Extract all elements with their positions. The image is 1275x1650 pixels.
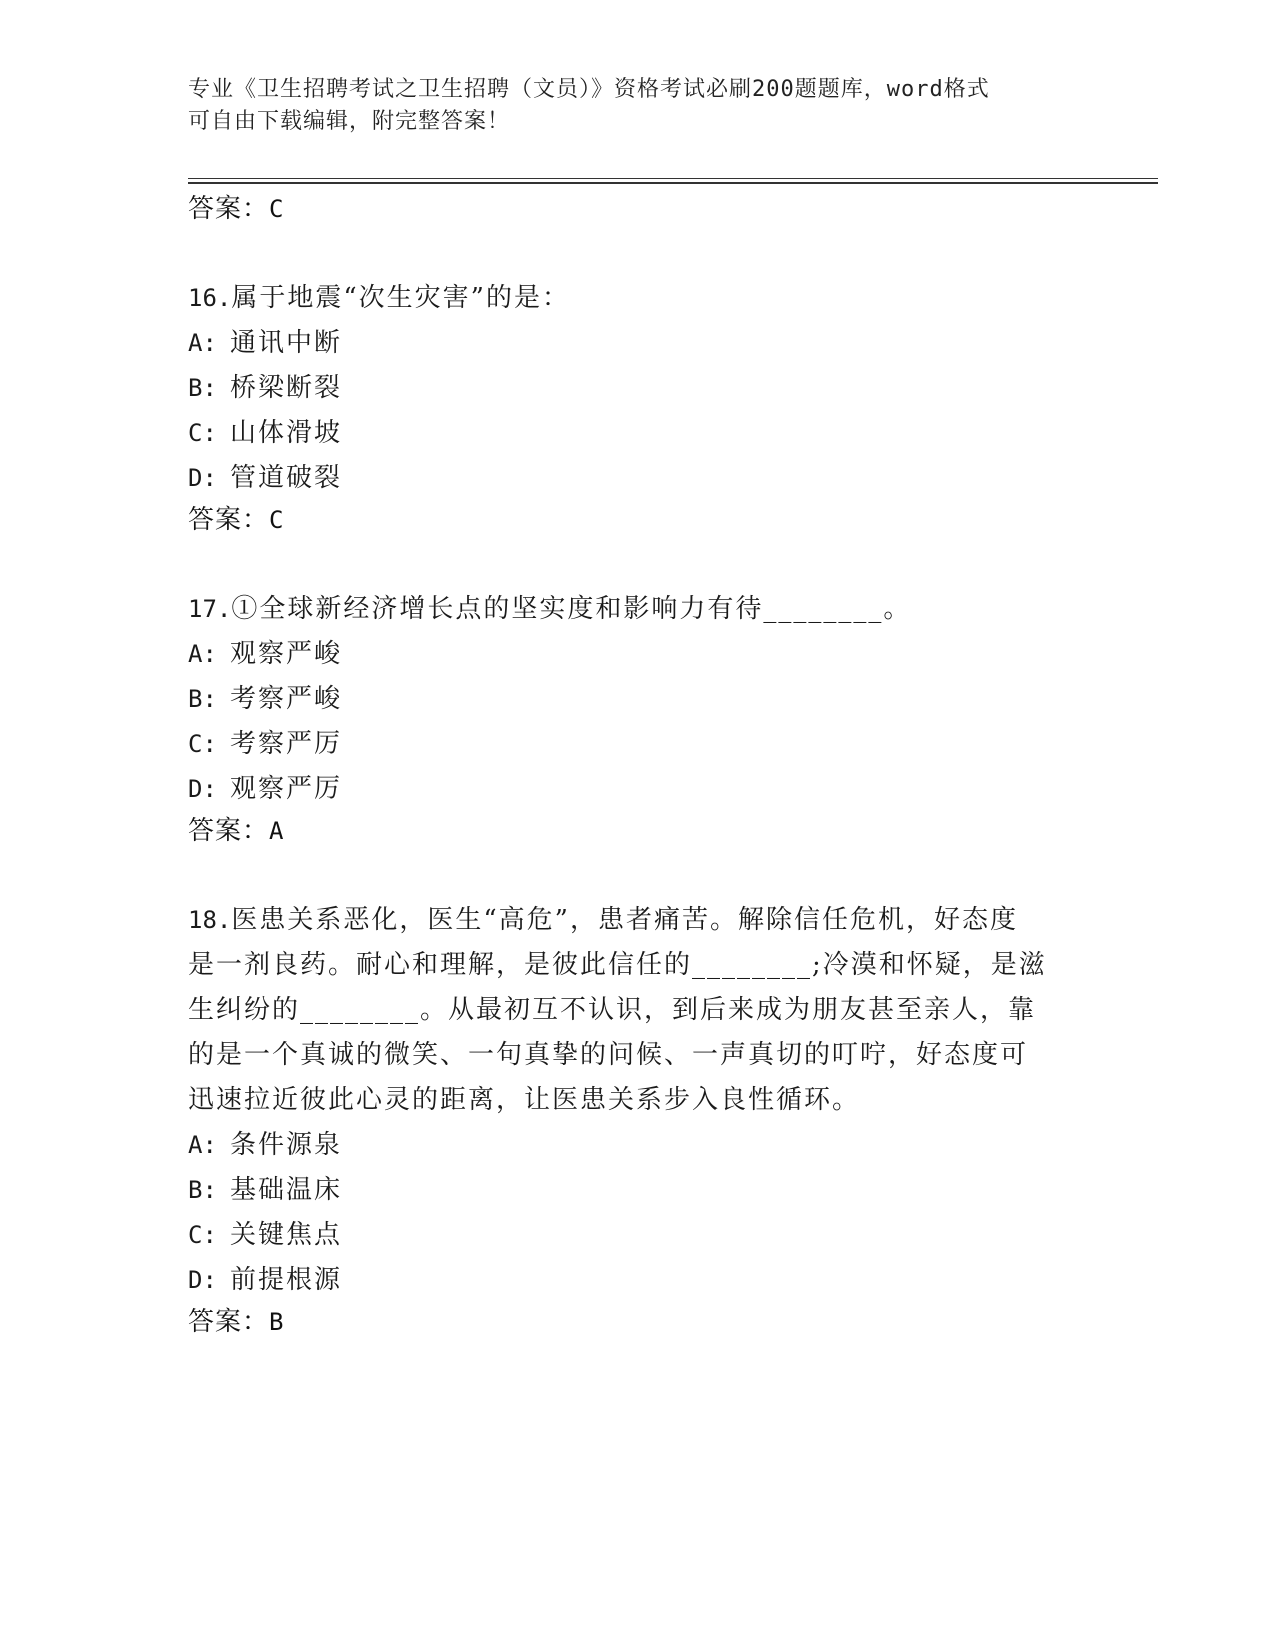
option-key: A:	[188, 640, 217, 668]
option-text: 桥梁断裂	[230, 373, 343, 403]
option-key: C:	[188, 419, 217, 447]
option-text: 前提根源	[230, 1265, 343, 1295]
answer-line	[188, 503, 1088, 537]
question-text: 属于地震“次生灾害”的是：	[231, 283, 570, 313]
answer-label: 答案：	[188, 505, 270, 535]
answer-value: B	[269, 1308, 285, 1336]
option-d	[188, 456, 1088, 501]
document-body	[188, 192, 1088, 1339]
option-key: B:	[188, 1176, 217, 1204]
option-key: D:	[188, 464, 217, 492]
question-text-line: 是一剂良药。耐心和理解，是彼此信任的________;冷漠和怀疑，是滋	[188, 950, 1047, 980]
option-d	[188, 1258, 1088, 1303]
answer-label: 答案：	[188, 816, 270, 846]
answer-line	[188, 192, 1088, 226]
option-c	[188, 411, 1088, 456]
question-stem	[188, 587, 1088, 632]
option-a	[188, 1123, 1088, 1168]
option-key: D:	[188, 1266, 217, 1294]
question-16	[188, 276, 1088, 537]
option-text: 基础温床	[230, 1175, 343, 1205]
option-b	[188, 366, 1088, 411]
option-key: D:	[188, 775, 217, 803]
option-b	[188, 677, 1088, 722]
question-number: 18.	[188, 906, 232, 934]
option-key: C:	[188, 730, 217, 758]
option-key: B:	[188, 685, 217, 713]
answer-value: C	[269, 506, 285, 534]
question-17	[188, 587, 1088, 848]
question-number: 17.	[188, 595, 232, 623]
header-divider	[188, 178, 1158, 184]
option-text: 条件源泉	[230, 1130, 343, 1160]
answer-value: C	[269, 195, 285, 223]
page-header	[188, 74, 1088, 138]
answer-line	[188, 814, 1088, 848]
option-text: 通讯中断	[230, 328, 343, 358]
option-key: A:	[188, 329, 217, 357]
option-key: A:	[188, 1131, 217, 1159]
option-a	[188, 321, 1088, 366]
option-text: 考察严厉	[230, 729, 343, 759]
question-number: 16.	[188, 284, 232, 312]
question-text-line: 迅速拉近彼此心灵的距离，让医患关系步入良性循环。	[188, 1085, 861, 1115]
option-key: B:	[188, 374, 217, 402]
question-text: ①全球新经济增长点的坚实度和影响力有待________。	[231, 594, 912, 624]
option-text: 考察严峻	[230, 684, 343, 714]
answer-label: 答案：	[188, 1307, 270, 1337]
option-text: 观察严厉	[230, 774, 343, 804]
option-key: C:	[188, 1221, 217, 1249]
answer-line	[188, 1305, 1088, 1339]
header-line-2: 可自由下载编辑，附完整答案！	[188, 109, 511, 134]
question-18	[188, 898, 1088, 1339]
option-c	[188, 1213, 1088, 1258]
option-d	[188, 767, 1088, 812]
question-text-line: 的是一个真诚的微笑、一句真挚的问候、一声真切的叮咛，好态度可	[188, 1040, 1029, 1070]
option-text: 管道破裂	[230, 463, 343, 493]
question-stem	[188, 898, 1088, 943]
header-line-1: 专业《卫生招聘考试之卫生招聘（文员）》资格考试必刷200题题库，word格式	[188, 77, 990, 102]
question-text-line: 生纠纷的________。从最初互不认识，到后来成为朋友甚至亲人，靠	[188, 995, 1037, 1025]
option-c	[188, 722, 1088, 767]
option-text: 山体滑坡	[230, 418, 343, 448]
option-a	[188, 632, 1088, 677]
option-text: 观察严峻	[230, 639, 343, 669]
option-text: 关键焦点	[230, 1220, 343, 1250]
answer-label: 答案：	[188, 194, 270, 224]
answer-value: A	[269, 817, 285, 845]
option-b	[188, 1168, 1088, 1213]
question-text-line: 医患关系恶化，医生“高危”，患者痛苦。解除信任危机，好态度	[231, 905, 1018, 935]
question-stem	[188, 276, 1088, 321]
